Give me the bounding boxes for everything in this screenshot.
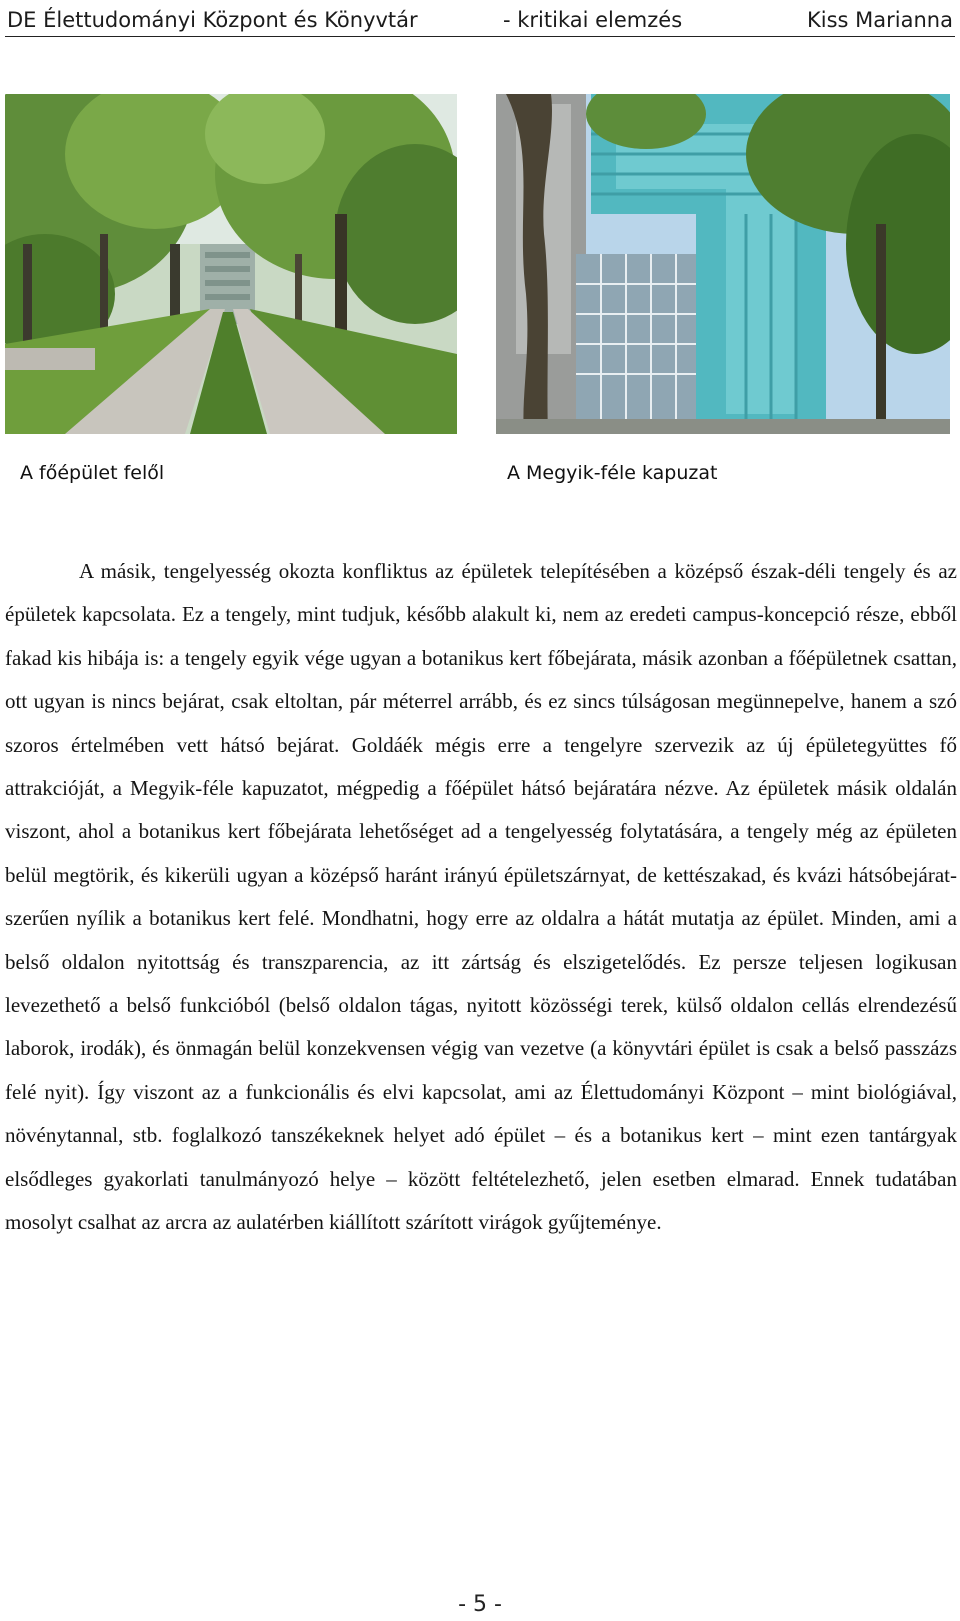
header-subtitle: - kritikai elemzés (503, 8, 683, 32)
megyik-gate-photo (496, 94, 950, 434)
body-text (5, 550, 957, 1245)
page-number: - 5 - (458, 1592, 502, 1617)
body-paragraph: A másik, tengelyesség okozta konfliktus az épületek telepítésében a középső észak-déli tengely és az épületek kapcsolata. Ez a tengely, mint tudjuk, később alakult ki, nem az eredeti campus-koncepció része, ebből fakad kis hibája is: a tengely egyik vége ugyan a botanikus kert főbejárata, másik azonban a főépületnek csattan, ott ugyan is nincs bejárat, csak eltoltan, pár méterrel arrább, és ez sincs túlságosan megünnepelve, hanem a szó szoros értelmében vett hátsó bejárat. Goldáék mégis erre a tengelyre szervezik az új épületegyüttes fő attrakcióját, a Megyik-féle kapuzatot, mégpedig a főépület hátsó bejáratára nézve. Az épületek másik oldalán viszont, ahol a botanikus kert főbejárata lehetőséget ad a tengelyesség folytatására, a tengely még az épületen belül megtörik, és kikerüli ugyan a középső haránt irányú épületszárnyat, de kettészakad, és kvázi hátsóbejárat-szerűen nyílik a botanikus kert felé. Mondhatni, hogy erre az oldalra a hátát mutatja az épület. Minden, ami a belső oldalon nyitottság és transzparencia, az itt zártság és elszigetelődés. Ez persze teljesen logikusan levezethető a belső funkcióból (belső oldalon tágas, nyitott közösségi terek, külső oldalon cellás elrendezésű laborok, irodák), és önmagán belül konzekvensen végig van vezetve (a könyvtári épület is csak a belső passzázs felé nyit). Így viszont az a funkcionális és elvi kapcsolat, ami az Élettudományi Központ – mint biológiával, növénytannal, stb. foglalkozó tanszékeknek helyet adó épület – és a botanikus kert – mint ezen tantárgyak elsődleges gyakorlati tanulmányozó helye – között feltételezhető, jelen esetben elmarad. Ennek tudatában mosolyt csalhat az arcra az aulatérben kiállított szárított virágok gyűjteménye. (5, 559, 957, 1235)
header-author: Kiss Marianna (807, 8, 953, 32)
page-header (5, 8, 955, 37)
figure-caption-main-building: A főépület felől (20, 462, 165, 484)
header-title: DE Élettudományi Központ és Könyvtár (7, 8, 418, 32)
figure-caption-megyik-gate: A Megyik-féle kapuzat (507, 462, 718, 484)
main-building-path-photo (5, 94, 457, 434)
